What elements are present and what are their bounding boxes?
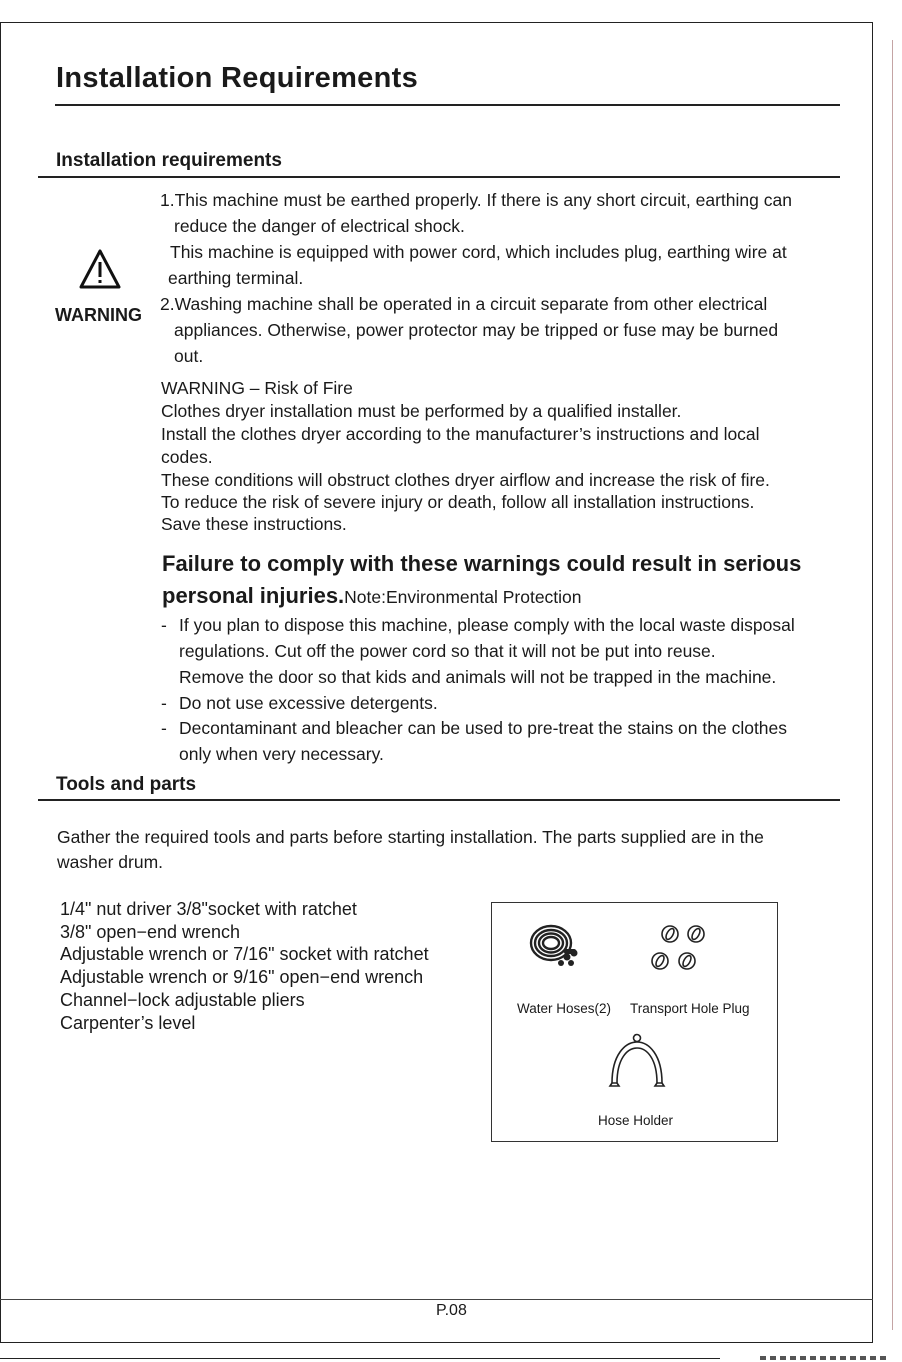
failure-warning-line-2 [162,580,582,613]
fire-warning-line: To reduce the risk of severe injury or death, follow all installation instructions. [161,492,755,512]
installation-requirements-heading: Installation requirements [56,150,282,171]
failure-warning-line: Failure to comply with these warnings could result in serious [162,551,802,576]
list-item-text: If you plan to dispose this machine, please comply with the local waste disposal [179,615,795,635]
tool-item: Channel−lock adjustable pliers [60,989,305,1010]
water-hoses-icon [527,921,583,973]
tool-item: Carpenter’s level [60,1012,196,1033]
warning-triangle-icon [78,248,122,290]
fire-warning-line: These conditions will obstruct clothes dryer airflow and increase the risk of fire. [161,470,770,490]
tool-item: 3/8" open−end wrench [60,921,241,942]
hose-holder-label: Hose Holder [598,1113,674,1128]
note-label: Note:Environmental Protection [344,587,582,607]
parts-box [491,902,778,1142]
footer-rule [0,1299,873,1300]
install-line: 1.This machine must be earthed properly. If there is any short circuit, earthing can [160,190,792,210]
tool-item: 1/4" nut driver 3/8"socket with ratchet [60,899,357,919]
page-title: Installation Requirements [56,62,419,94]
page-number: P.08 [436,1302,467,1319]
tools-intro: Gather the required tools and parts before starting installation. The parts supplied are in the [57,827,764,847]
dash-bullet: - [161,615,167,635]
install-line: appliances. Otherwise, power protector may be tripped or fuse may be burned [174,320,779,340]
water-hoses-label: Water Hoses(2) [517,1001,612,1016]
edge-line [892,40,893,1330]
section-rule [38,176,840,178]
list-item-text: only when very necessary. [179,744,384,764]
warning-label: WARNING [55,305,142,325]
tools-list [60,898,429,1034]
list-item-text: regulations. Cut off the power cord so that it will not be put into reuse. [179,641,716,661]
install-line: out. [174,346,204,366]
list-item-text: Do not use excessive detergents. [179,693,438,713]
transport-plug-icon [647,921,715,973]
install-line: 2.Washing machine shall be operated in a circuit separate from other electrical [160,294,768,314]
install-line: earthing terminal. [168,268,304,288]
hose-holder-icon [607,1031,667,1089]
list-item-text: Remove the door so that kids and animals will not be trapped in the machine. [179,667,777,687]
fire-warning-line: Install the clothes dryer according to the manufacturer’s instructions and local [161,424,760,444]
tools-intro: washer drum. [57,852,164,872]
dash-bullet: - [161,718,167,738]
install-line: This machine is equipped with power cord, which includes plug, earthing wire at [170,242,787,262]
tool-item: Adjustable wrench or 9/16" open−end wrench [60,967,424,988]
list-item-text: Decontaminant and bleacher can be used to pre-treat the stains on the clothes [179,718,788,738]
tools-and-parts-heading: Tools and parts [56,774,197,795]
transport-plug-label: Transport Hole Plug [630,1001,750,1016]
fire-warning-line: WARNING – Risk of Fire [161,378,353,398]
fire-warning-line: Clothes dryer installation must be performed by a qualified installer. [161,401,682,421]
dash-bullet: - [161,693,167,713]
title-rule [55,104,840,106]
bottom-mark [760,1356,890,1360]
failure-warning-text: personal injuries. [162,583,345,608]
section-rule [38,799,840,801]
fire-warning-line: codes. [161,447,213,467]
install-line: reduce the danger of electrical shock. [174,216,465,236]
fire-warning-line: Save these instructions. [161,514,347,534]
bottom-line [0,1358,720,1359]
tool-item: Adjustable wrench or 7/16" socket with ratchet [60,944,429,965]
